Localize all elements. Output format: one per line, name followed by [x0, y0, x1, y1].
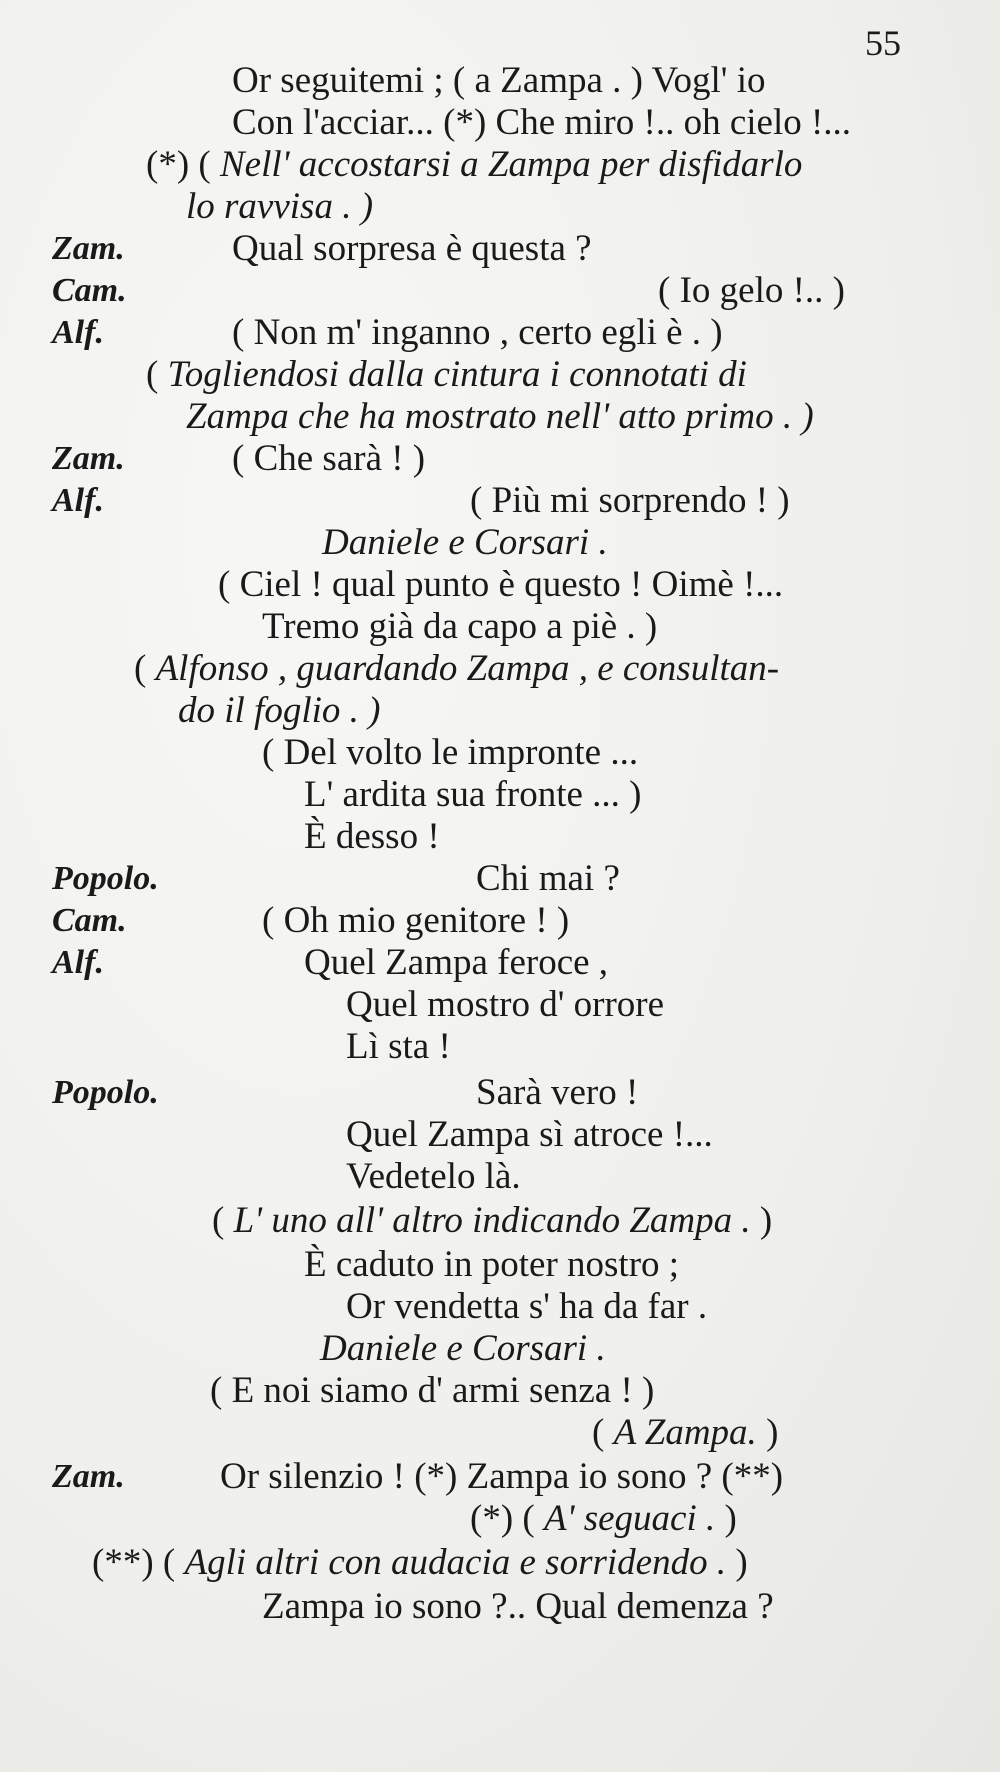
stage-direction-text: A Zampa. — [613, 1412, 757, 1453]
speaker-label: Cam. — [52, 902, 127, 939]
speaker-label: Zam. — [52, 230, 125, 267]
verse-line: È caduto in poter nostro ; — [304, 1244, 680, 1285]
stage-direction-text: Agli altri con audacia e sorridendo . — [184, 1542, 727, 1583]
verse-line: Quel Zampa sì atroce !... — [346, 1114, 713, 1155]
verse-line: Sarà vero ! — [476, 1072, 639, 1113]
stage-direction-line: (**) ( Agli altri con audacia e sorridendo . ) — [92, 1542, 748, 1583]
stage-direction-text: Nell' accostarsi a Zampa per disfidarlo — [219, 144, 803, 185]
speaker-label: Alf. — [52, 314, 104, 351]
stage-direction-text: Alfonso , guardando Zampa , e consultan- — [155, 648, 780, 689]
speaker-label: Cam. — [52, 272, 127, 309]
verse-line: Vedetelo là. — [346, 1156, 521, 1197]
verse-line: ( E noi siamo d' armi senza ! ) — [210, 1370, 655, 1411]
verse-line: L' ardita sua fronte ... ) — [304, 774, 642, 815]
verse-line: Con l'acciar... (*) Che miro !.. oh cielo !... — [232, 102, 852, 143]
stage-direction-line: ( Togliendosi dalla cintura i connotati di — [146, 354, 747, 395]
page-number: 55 — [865, 23, 901, 63]
verse-line: ( Non m' inganno , certo egli è . ) — [232, 312, 723, 353]
verse-line: ( Che sarà ! ) — [232, 438, 426, 479]
verse-line: Zampa io sono ?.. Qual demenza ? — [262, 1586, 774, 1627]
speaker-label: Alf. — [52, 944, 104, 981]
verse-line: Chi mai ? — [476, 858, 620, 899]
speaker-label: Alf. — [52, 482, 104, 519]
speaker-label: Popolo. — [52, 1074, 159, 1111]
speaker-label: Popolo. — [52, 860, 159, 897]
stage-direction-text: A' seguaci . — [543, 1498, 716, 1539]
verse-line: Tremo già da capo a piè . ) — [262, 606, 658, 647]
verse-line: Quel mostro d' orrore — [346, 984, 665, 1025]
stage-direction-line: lo ravvisa . ) — [186, 186, 374, 227]
stage-direction-line: (*) ( A' seguaci . ) — [470, 1498, 737, 1539]
stage-direction-line — [146, 146, 802, 183]
verse-line: È desso ! — [304, 816, 440, 857]
verse-line: Qual sorpresa è questa ? — [232, 228, 592, 269]
stage-direction-text: L' uno all' altro indicando Zampa . — [233, 1200, 751, 1241]
speaker-label: Zam. — [52, 1458, 125, 1495]
verse-line: ( Oh mio genitore ! ) — [262, 900, 570, 941]
stage-direction-line: Zampa che ha mostrato nell' atto primo . ) — [186, 396, 814, 437]
stage-direction-line: ( A Zampa. ) — [592, 1412, 779, 1453]
verse-line: Or silenzio ! (*) Zampa io sono ? (**) — [220, 1456, 784, 1497]
verse-line: Lì sta ! — [346, 1026, 451, 1067]
verse-line: ( Del volto le impronte ... — [262, 732, 639, 773]
stage-direction-line: ( Alfonso , guardando Zampa , e consultan- — [134, 648, 780, 689]
verse-line: Or seguitemi ; ( a Zampa . ) Vogl' io — [232, 60, 766, 101]
stage-direction-text: Togliendosi dalla cintura i connotati di — [167, 354, 747, 395]
stage-direction-line: Daniele e Corsari . — [322, 522, 608, 563]
footnote-marker: (*) ( — [146, 144, 211, 185]
verse-line: ( Più mi sorprendo ! ) — [470, 480, 790, 521]
verse-line: Quel Zampa feroce , — [304, 942, 609, 983]
speaker-label: Zam. — [52, 440, 125, 477]
verse-line: ( Io gelo !.. ) — [658, 270, 845, 311]
verse-line: Or vendetta s' ha da far . — [346, 1286, 708, 1327]
stage-direction-line: do il foglio . ) — [178, 690, 381, 731]
verse-line: ( Ciel ! qual punto è questo ! Oimè !... — [218, 564, 784, 605]
stage-direction-line: ( L' uno all' altro indicando Zampa . ) — [212, 1200, 773, 1241]
stage-direction-line: Daniele e Corsari . — [320, 1328, 606, 1369]
